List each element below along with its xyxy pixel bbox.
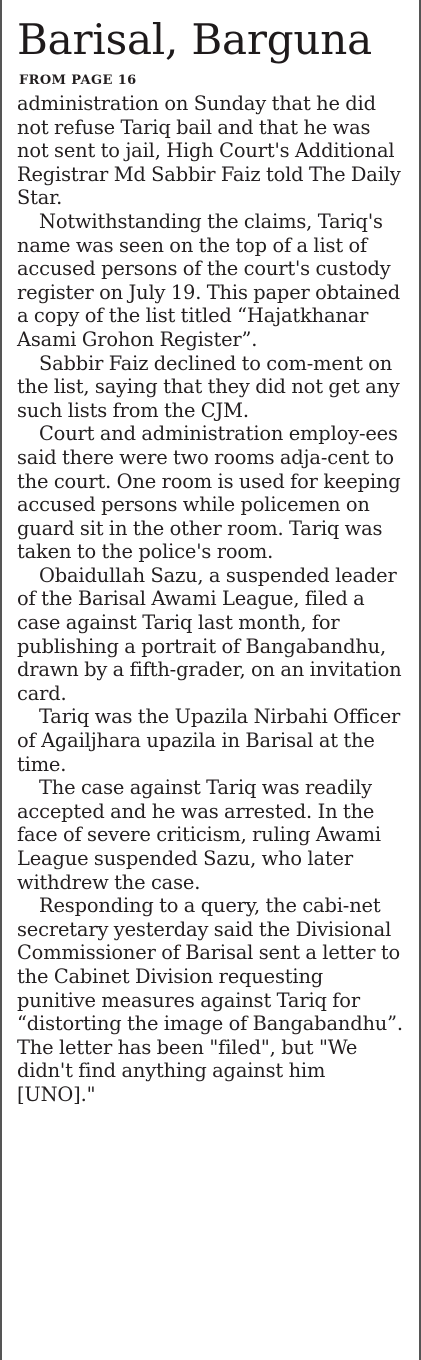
paragraph: Sabbir Faiz declined to com-ment on the list, saying that they did not get any such lists from the CJM. <box>17 351 400 422</box>
paragraph: The case against Tariq was readily accepted and he was arrested. In the face of severe criticism, ruling Awami League suspended Sazu, who later withdrew the case. <box>17 776 381 894</box>
paragraph: Responding to a query, the cabi-net secretary yesterday said the Divisional Commissioner of Barisal sent a letter to the Cabinet Division requesting punitive measures against Tariq for “distorting the image of Bangabandhu”. The letter has been "filed", but "We didn't find anything against him [UNO]." <box>17 894 403 1106</box>
article-body <box>17 92 406 1107</box>
paragraph: Obaidullah Sazu, a suspended leader of the Barisal Awami League, filed a case against Tariq last month, for publishing a portrait of Bangabandhu, drawn by a fifth-grader, on an invitation card. <box>17 563 402 705</box>
paragraph: administration on Sunday that he did not refuse Tariq bail and that he was not sent to jail, High Court's Additional Registrar Md Sabbir Faiz told The Daily Star. <box>17 92 401 210</box>
paragraph: Notwithstanding the claims, Tariq's name was seen on the top of a list of accused persons of the court's custody register on July 19. This paper obtained a copy of the list titled “Hajatkhanar Asami Grohon Register”. <box>17 209 400 351</box>
paragraph: Tariq was the Upazila Nirbahi Officer of Agailjhara upazila in Barisal at the time. <box>17 705 401 776</box>
jump-line: FROM PAGE 16 <box>19 73 137 88</box>
headline: Barisal, Barguna <box>17 15 372 64</box>
paragraph: Court and administration employ-ees said there were two rooms adja-cent to the court. One room is used for keeping accused persons while policemen on guard sit in the other room. Tariq was taken to the police's room. <box>17 422 401 564</box>
